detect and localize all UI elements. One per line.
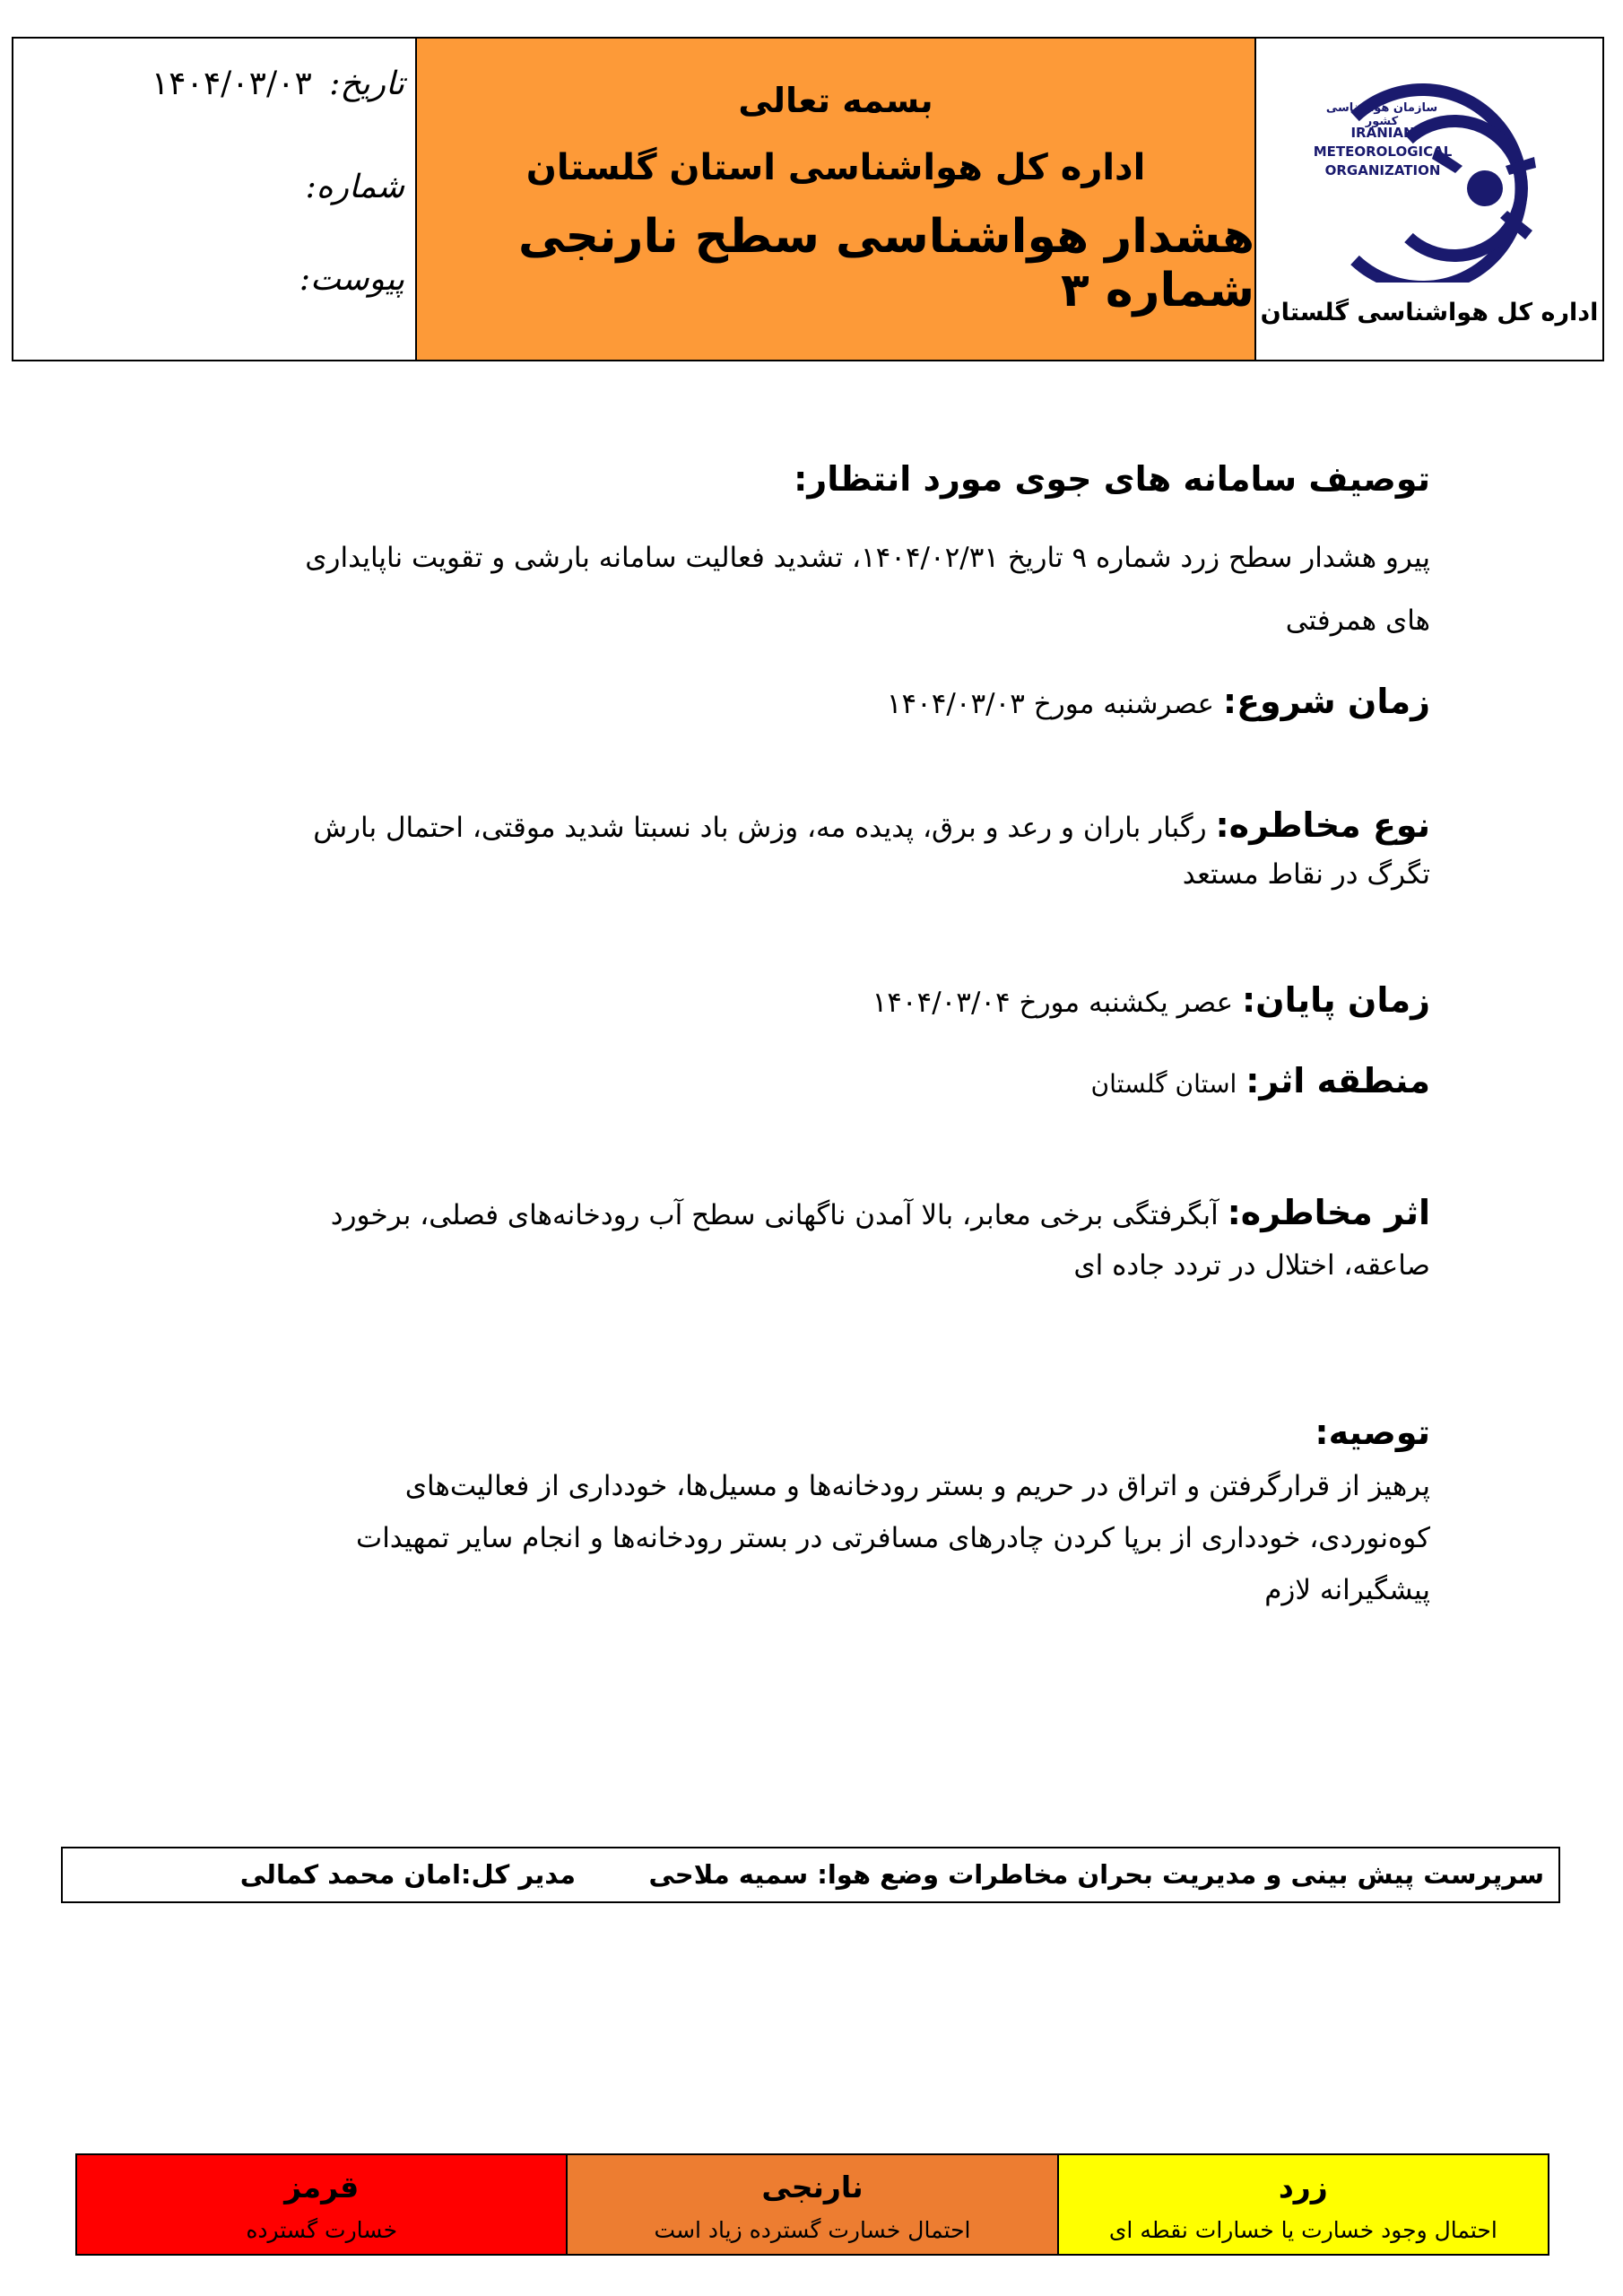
hazard-type-line: تگرگ در نقاط مستعد bbox=[1182, 858, 1430, 891]
header-box bbox=[12, 37, 1604, 361]
impact-area-row bbox=[197, 1054, 1430, 1111]
start-value: عصرشنبه مورخ ۱۴۰۴/۰۳/۰۳ bbox=[886, 688, 1215, 720]
area-value: استان گلستان bbox=[1090, 1069, 1237, 1099]
advice-line: پیشگیرانه لازم bbox=[1264, 1574, 1430, 1606]
warning-level-legend bbox=[75, 2153, 1549, 2256]
hazard-type-line: رگبار باران و رعد و برق، پدیده مه، وزش باد نسبتا شدید موقتی، احتمال بارش bbox=[313, 812, 1207, 844]
title-banner bbox=[415, 39, 1254, 360]
advice-title: توصیه: bbox=[1315, 1413, 1430, 1452]
end-time-row bbox=[197, 973, 1430, 1030]
signature-box bbox=[61, 1847, 1560, 1903]
advice-text bbox=[197, 1460, 1430, 1616]
logo-org-fa: سازمان هواشناسی کشور bbox=[1325, 101, 1438, 128]
impact-line: صاعقه، اختلال در تردد جاده ای bbox=[1073, 1249, 1430, 1282]
systems-title: توصیف سامانه های جوی مورد انتظار: bbox=[794, 459, 1430, 499]
legend-yellow bbox=[1057, 2155, 1548, 2254]
director-signature: مدیر کل:امان محمد کمالی bbox=[239, 1859, 576, 1890]
legend-orange bbox=[566, 2155, 1056, 2254]
hazard-type-label: نوع مخاطره: bbox=[1215, 805, 1430, 845]
systems-line: پیرو هشدار سطح زرد شماره ۹ تاریخ ۱۴۰۴/۰۲/۳۱، تشدید فعالیت سامانه بارشی و تقویت ناپایداری bbox=[305, 542, 1430, 574]
start-label: زمان شروع: bbox=[1222, 682, 1430, 721]
bismillah: بسمه تعالی bbox=[738, 81, 933, 120]
logo-en-line: METEOROLOGICAL bbox=[1313, 144, 1453, 160]
end-label: زمان پایان: bbox=[1241, 980, 1430, 1020]
legend-red bbox=[77, 2155, 566, 2254]
meta-cell bbox=[13, 39, 415, 360]
systems-line: های همرفتی bbox=[1285, 604, 1430, 637]
legend-name: قرمز bbox=[284, 2170, 360, 2205]
end-value: عصر یکشنبه مورخ ۱۴۰۴/۰۳/۰۴ bbox=[872, 987, 1234, 1019]
number-row bbox=[306, 169, 404, 205]
start-time-row bbox=[197, 674, 1430, 731]
logo-office-name: اداره کل هواشناسی گلستان bbox=[1260, 299, 1599, 326]
legend-desc: خسارت گسترده bbox=[246, 2217, 398, 2243]
date-label: تاریخ: bbox=[329, 65, 404, 102]
date-value: ۱۴۰۴/۰۳/۰۳ bbox=[151, 65, 312, 102]
warning-title: هشدار هواشناسی سطح نارنجی شماره ۳ bbox=[517, 210, 1254, 317]
hazard-type-block bbox=[197, 798, 1430, 901]
attachment-row bbox=[299, 261, 404, 298]
number-label: شماره: bbox=[305, 169, 404, 205]
logo-en-line: IRANIAN bbox=[1350, 125, 1415, 141]
legend-name: زرد bbox=[1278, 2170, 1328, 2205]
attachment-label: پیوست: bbox=[299, 261, 404, 298]
legend-desc: احتمال خسارت گسترده زیاد است bbox=[654, 2217, 971, 2243]
logo-org-en bbox=[1289, 124, 1477, 180]
impact-line: آبگرفتگی برخی معابر، بالا آمدن ناگهانی سطح آب رودخانه‌های فصلی، برخورد bbox=[330, 1199, 1219, 1231]
impact-label: اثر مخاطره: bbox=[1227, 1193, 1430, 1232]
logo-cell bbox=[1254, 39, 1602, 360]
supervisor-signature: سرپرست پیش بینی و مدیریت بحران مخاطرات وضع هوا: سمیه ملاحی bbox=[648, 1859, 1544, 1890]
area-label: منطقه اثر: bbox=[1245, 1061, 1430, 1100]
office-title: اداره کل هواشناسی استان گلستان bbox=[525, 147, 1146, 188]
systems-description bbox=[197, 531, 1430, 648]
impact-block bbox=[197, 1186, 1430, 1292]
legend-name: نارنجی bbox=[761, 2170, 864, 2205]
date-row bbox=[152, 65, 404, 102]
advice-line: پرهیز از قرارگرفتن و اتراق در حریم و بستر رودخانه‌ها و مسیل‌ها، خودداری از فعالیت‌های bbox=[404, 1470, 1430, 1502]
advice-line: کوه‌نوردی، خودداری از برپا کردن چادرهای مسافرتی در بستر رودخانه‌ها و انجام سایر تمهیدات bbox=[356, 1522, 1430, 1554]
logo-en-line: ORGANIZATION bbox=[1324, 162, 1441, 178]
legend-desc: احتمال وجود خسارت یا خسارات نقطه ای bbox=[1108, 2217, 1497, 2243]
